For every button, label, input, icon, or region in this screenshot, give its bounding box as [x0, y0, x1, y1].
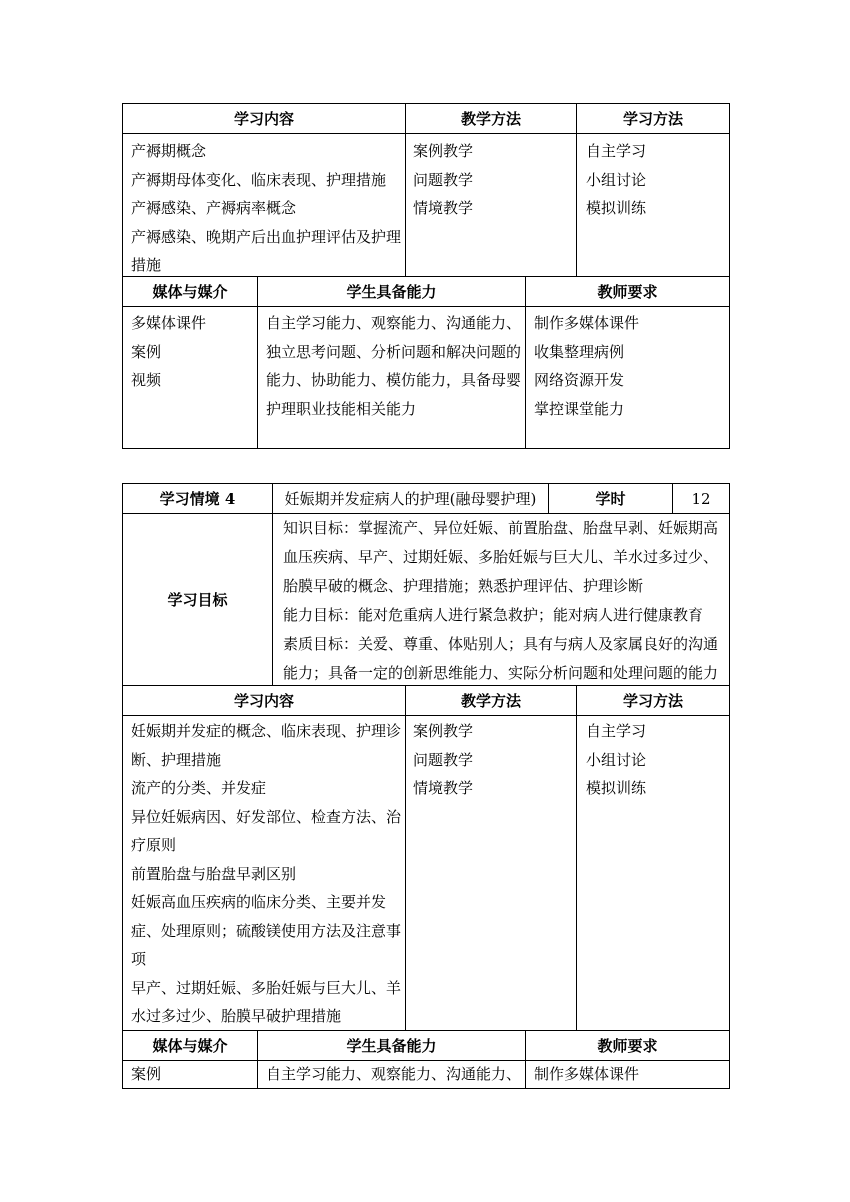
learning-content-line: 产褥感染、产褥病率概念: [131, 199, 297, 217]
media-line: 多媒体课件: [131, 314, 207, 332]
teacher-requirement-line: 掌控课堂能力: [534, 399, 625, 418]
t2-header-learning-method: 学习方法: [576, 685, 730, 716]
t2-header-media: 媒体与媒介: [122, 1030, 258, 1061]
teaching-method-line: 问题教学: [413, 750, 474, 769]
t2-teacher-requirement-cell: [525, 1060, 730, 1089]
learning-content-line: 措施: [131, 256, 162, 274]
media-line: 视频: [131, 371, 162, 389]
t1-learning-method-cell: [576, 133, 730, 277]
teaching-method-line: 问题教学: [413, 170, 474, 189]
t1-teaching-method-cell: [405, 133, 577, 277]
learning-content-line: 流产的分类、并发症: [131, 779, 267, 797]
t2-learning-method-cell: [576, 715, 730, 1031]
teacher-requirement-line: 收集整理病例: [534, 342, 625, 361]
t1-header-teacher-requirement: 教师要求: [525, 276, 730, 307]
media-line: 案例: [131, 342, 162, 361]
t1-header-teaching-method: 教学方法: [405, 103, 577, 134]
objective-line: 能力；具备一定的创新思维能力、实际分析问题和处理问题的能力: [283, 664, 719, 682]
learning-method-line: 自主学习: [586, 722, 647, 740]
t2-header-teacher-requirement: 教师要求: [525, 1030, 730, 1061]
t2-objectives-cell: [272, 513, 730, 686]
learning-content-line: 前置胎盘与胎盘早剥区别: [131, 864, 297, 883]
teaching-method-line: 情境教学: [413, 199, 474, 217]
t2-student-ability-cell: [257, 1060, 526, 1089]
learning-method-line: 模拟训练: [586, 199, 647, 217]
learning-method-line: 小组讨论: [586, 750, 647, 769]
student-ability-line: 自主学习能力、观察能力、沟通能力、: [266, 314, 522, 332]
objective-line: 能力目标：能对危重病人进行紧急救护；能对病人进行健康教育: [283, 606, 704, 624]
student-ability-line: 能力、协助能力、模仿能力，具备母婴: [266, 371, 522, 389]
t1-teacher-requirement-cell: [525, 306, 730, 449]
student-ability-line: 自主学习能力、观察能力、沟通能力、: [266, 1065, 522, 1083]
t1-header-learning-content: 学习内容: [122, 103, 406, 134]
t2-hours-label: 学时: [548, 483, 673, 514]
t2-situation-title: 妊娠期并发症病人的护理(融母婴护理): [272, 483, 549, 514]
t1-student-ability-cell: [257, 306, 526, 449]
teaching-method-line: 情境教学: [413, 779, 474, 797]
student-ability-line: 护理职业技能相关能力: [266, 399, 417, 418]
learning-content-line: 症、处理原则；硫酸镁使用方法及注意事: [131, 921, 402, 940]
learning-content-line: 项: [131, 950, 147, 968]
teacher-requirement-line: 制作多媒体课件: [534, 314, 640, 332]
objective-line: 素质目标：关爱、尊重、体贴别人；具有与病人及家属良好的沟通: [283, 635, 719, 653]
learning-content-line: 产褥期母体变化、临床表现、护理措施: [131, 170, 387, 189]
t2-learning-content-cell: [122, 715, 406, 1031]
learning-method-line: 小组讨论: [586, 170, 647, 189]
t1-media-cell: [122, 306, 258, 449]
objective-line: 知识目标：掌握流产、异位妊娠、前置胎盘、胎盘早剥、妊娠期高: [283, 519, 719, 537]
learning-method-line: 模拟训练: [586, 779, 647, 797]
learning-content-line: 产褥期概念: [131, 142, 207, 160]
learning-content-line: 疗原则: [131, 836, 177, 854]
teaching-method-line: 案例教学: [413, 722, 474, 740]
learning-content-line: 妊娠高血压疾病的临床分类、主要并发: [131, 893, 387, 911]
learning-content-line: 妊娠期并发症的概念、临床表现、护理诊: [131, 722, 402, 740]
teacher-requirement-line: 制作多媒体课件: [534, 1065, 640, 1083]
objective-line: 胎膜早破的概念、护理措施；熟悉护理评估、护理诊断: [283, 577, 644, 595]
learning-content-line: 异位妊娠病因、好发部位、检查方法、治: [131, 807, 402, 826]
t1-header-media: 媒体与媒介: [122, 276, 258, 307]
t2-header-teaching-method: 教学方法: [405, 685, 577, 716]
t2-hours-value: 12: [672, 483, 730, 514]
student-ability-line: 独立思考问题、分析问题和解决问题的: [266, 342, 522, 361]
learning-method-line: 自主学习: [586, 142, 647, 160]
learning-content-line: 断、护理措施: [131, 750, 222, 769]
media-line: 案例: [131, 1065, 162, 1083]
learning-content-line: 早产、过期妊娠、多胎妊娠与巨大儿、羊: [131, 978, 402, 997]
learning-content-line: 水过多过少、胎膜早破护理措施: [131, 1007, 342, 1025]
t2-teaching-method-cell: [405, 715, 577, 1031]
t1-learning-content-cell: [122, 133, 406, 277]
t2-header-student-ability: 学生具备能力: [257, 1030, 526, 1061]
objective-line: 血压疾病、早产、过期妊娠、多胎妊娠与巨大儿、羊水过多过少、: [283, 548, 719, 566]
t2-header-learning-content: 学习内容: [122, 685, 406, 716]
teaching-method-line: 案例教学: [413, 142, 474, 160]
teacher-requirement-line: 网络资源开发: [534, 371, 625, 389]
t2-media-cell: [122, 1060, 258, 1089]
t2-situation-label: 学习情境 4: [122, 483, 273, 514]
t2-objectives-label: 学习目标: [122, 513, 273, 686]
learning-content-line: 产褥感染、晚期产后出血护理评估及护理: [131, 227, 402, 246]
t1-header-student-ability: 学生具备能力: [257, 276, 526, 307]
t1-header-learning-method: 学习方法: [576, 103, 730, 134]
